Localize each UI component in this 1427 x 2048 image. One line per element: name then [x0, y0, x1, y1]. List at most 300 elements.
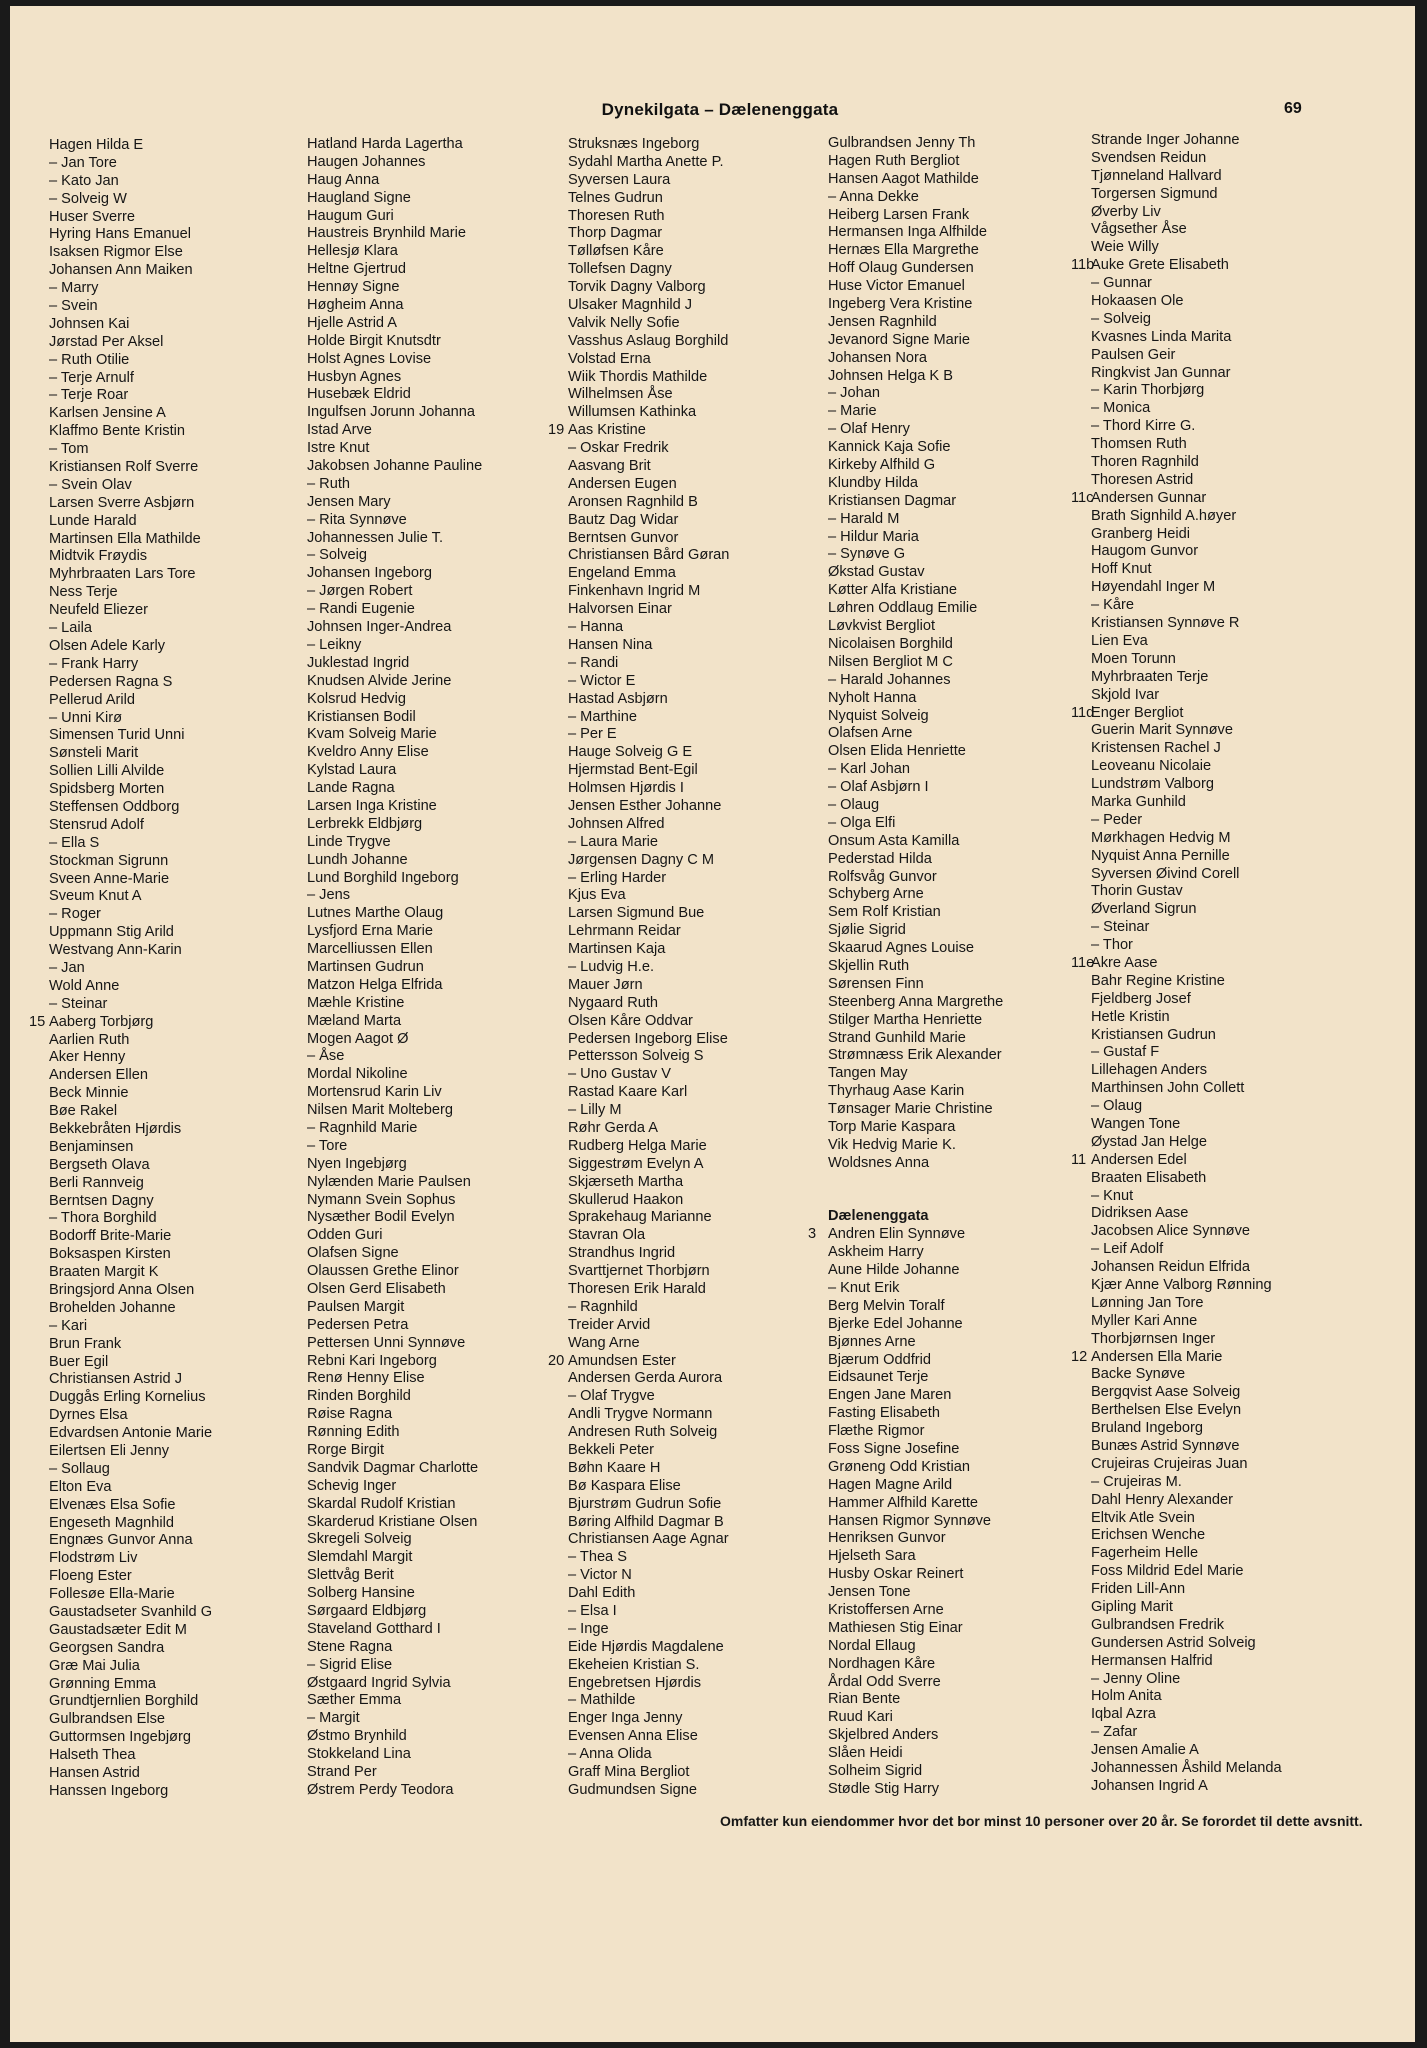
resident-entry [307, 476, 565, 494]
resident-name: Huser Sverre [49, 208, 135, 225]
resident-name: Olsen Adele Karly [49, 637, 166, 654]
resident-name: – Olaf Trygve [568, 1388, 655, 1405]
resident-name: Hanssen Ingeborg [49, 1782, 169, 1799]
resident-entry [1091, 579, 1349, 597]
resident-entry [49, 334, 307, 352]
resident-entry [307, 1031, 565, 1049]
resident-entry [1091, 794, 1349, 812]
resident-name: – Hildur Maria [828, 528, 919, 545]
resident-entry [568, 1227, 826, 1245]
resident-name: Aas Kristine [568, 422, 646, 439]
resident-entry [49, 620, 307, 638]
resident-entry [568, 154, 826, 172]
resident-name: Myhrbraaten Lars Tore [49, 566, 196, 583]
resident-name: Johannessen Julie T. [307, 529, 444, 546]
resident-name: Berntsen Gunvor [568, 529, 679, 546]
resident-name: Holde Birgit Knutsdtr [307, 332, 441, 349]
resident-name: Auke Grete Elisabeth [1091, 257, 1229, 274]
resident-entry [1091, 1599, 1349, 1617]
resident-name: Hetle Kristin [1091, 1008, 1170, 1025]
resident-entry [1091, 901, 1349, 919]
resident-name: Rinden Borghild [307, 1388, 411, 1405]
resident-name: – Oskar Fredrik [568, 440, 669, 457]
resident-entry [49, 1568, 307, 1586]
resident-name: Brohelden Johanne [49, 1299, 176, 1316]
resident-entry [1071, 489, 1349, 508]
resident-name: Eltvik Atle Svein [1091, 1509, 1195, 1526]
resident-entry [1091, 1420, 1349, 1438]
resident-entry [828, 958, 1086, 976]
resident-entry [1091, 1456, 1349, 1474]
resident-entry [828, 1620, 1086, 1638]
resident-entry [568, 637, 826, 655]
resident-name: – Tore [307, 1137, 348, 1154]
resident-entry [307, 172, 565, 190]
resident-name: Fagerheim Helle [1091, 1545, 1199, 1562]
resident-name: Økstad Gustav [828, 564, 925, 581]
resident-name: – Hanna [568, 619, 624, 636]
resident-entry [307, 709, 565, 727]
resident-entry [568, 1424, 826, 1442]
resident-name: Hyring Hans Emanuel [49, 226, 191, 243]
resident-entry [568, 887, 826, 905]
resident-entry [49, 1747, 307, 1765]
resident-name: Benjaminsen [49, 1138, 134, 1155]
resident-entry [1091, 508, 1349, 526]
resident-name: Paulsen Geir [1091, 346, 1176, 363]
resident-name: Nymann Svein Sophus [307, 1191, 456, 1208]
resident-name: Solheim Sigrid [828, 1763, 923, 1780]
resident-entry [1091, 1474, 1349, 1492]
resident-name: Sveen Anne-Marie [49, 870, 170, 887]
resident-entry [307, 1317, 565, 1335]
resident-name: Kristiansen Rolf Sverre [49, 459, 199, 476]
resident-entry [1091, 866, 1349, 884]
resident-entry [49, 674, 307, 692]
resident-entry [1091, 1545, 1349, 1563]
resident-name: Rudberg Helga Marie [568, 1137, 707, 1154]
resident-entry [568, 547, 826, 565]
resident-entry [1091, 1635, 1349, 1653]
resident-name: Elton Eva [49, 1478, 112, 1495]
resident-name: Friden Lill-Ann [1091, 1581, 1186, 1598]
resident-name: Lønning Jan Tore [1091, 1294, 1204, 1311]
resident-entry [307, 995, 565, 1013]
resident-entry [828, 815, 1086, 833]
resident-entry [828, 1513, 1086, 1531]
resident-entry [828, 368, 1086, 386]
resident-name: Christiansen Aage Agnar [568, 1531, 729, 1548]
resident-name: Stockman Sigrunn [49, 852, 169, 869]
resident-entry [568, 1531, 826, 1549]
resident-entry [568, 1120, 826, 1138]
resident-entry [49, 960, 307, 978]
resident-entry [828, 135, 1086, 153]
resident-entry [49, 996, 307, 1014]
resident-entry [568, 1728, 826, 1746]
resident-entry [307, 333, 565, 351]
resident-name: Johnsen Alfred [568, 815, 665, 832]
resident-name: Skjellin Ruth [828, 957, 910, 974]
resident-name: Mæhle Kristine [307, 994, 405, 1011]
resident-name: – Ragnhild Marie [307, 1119, 418, 1136]
resident-name: Lehrmann Reidar [568, 923, 681, 940]
resident-entry [1091, 168, 1349, 186]
resident-name: – Uno Gustav V [568, 1066, 672, 1083]
resident-name: – Kari [49, 1317, 88, 1334]
resident-name: – Marry [49, 280, 99, 297]
resident-name: Engnæs Gunvor Anna [49, 1532, 193, 1549]
resident-entry [1091, 1098, 1349, 1116]
resident-entry [1091, 543, 1349, 561]
resident-entry [1091, 740, 1349, 758]
resident-entry [1091, 1188, 1349, 1206]
resident-entry [307, 1084, 565, 1102]
resident-entry [49, 513, 307, 531]
resident-name: Kjus Eva [568, 887, 626, 904]
resident-entry [828, 1012, 1086, 1030]
street-name: Dælenenggata [828, 1208, 929, 1225]
resident-entry [49, 1121, 307, 1139]
resident-name: – Marie [828, 403, 877, 420]
resident-entry [568, 208, 826, 226]
resident-entry [307, 637, 565, 655]
resident-entry [1091, 221, 1349, 239]
resident-entry [307, 1102, 565, 1120]
resident-entry [49, 1067, 307, 1085]
resident-entry [307, 1460, 565, 1478]
resident-name: Matzon Helga Elfrida [307, 976, 443, 993]
resident-entry [1091, 937, 1349, 955]
resident-name: Olsen Gerd Elisabeth [307, 1281, 446, 1297]
resident-name: Flæthe Rigmor [828, 1423, 925, 1440]
resident-entry [1091, 883, 1349, 901]
resident-name: – Terje Roar [49, 387, 129, 404]
resident-entry [828, 511, 1086, 529]
resident-entry [568, 297, 826, 315]
resident-name: – Svein Olav [49, 476, 132, 493]
resident-name: Hermansen Inga Alfhilde [828, 224, 988, 241]
resident-entry [307, 1424, 565, 1442]
resident-name: Foss Signe Josefine [828, 1441, 960, 1458]
resident-entry [1091, 1510, 1349, 1528]
resident-name: – Marthine [568, 708, 637, 725]
resident-entry [49, 853, 307, 871]
resident-name: Skullerud Haakon [568, 1191, 684, 1208]
resident-entry [828, 1298, 1086, 1316]
resident-name: Jensen Esther Johanne [568, 797, 722, 814]
resident-name: Strand Gunhild Marie [828, 1029, 966, 1046]
resident-entry [1091, 1688, 1349, 1706]
resident-name: Ingulfsen Jorunn Johanna [307, 404, 475, 421]
resident-name: Jacobsen Alice Synnøve [1091, 1223, 1250, 1240]
resident-entry [828, 1083, 1086, 1101]
resident-name: Iqbal Azra [1091, 1706, 1156, 1723]
resident-name: Crujeiras Crujeiras Juan [1091, 1455, 1248, 1472]
resident-name: – Gunnar [1091, 275, 1152, 292]
resident-name: Pettersen Unni Synnøve [307, 1334, 466, 1351]
resident-entry [1091, 1295, 1349, 1313]
resident-name: – Ella S [49, 834, 100, 851]
resident-name: – Leif Adolf [1091, 1241, 1164, 1258]
resident-entry [307, 1388, 565, 1406]
resident-entry [49, 602, 307, 620]
resident-entry [307, 1639, 565, 1657]
resident-name: Strand Per [307, 1764, 377, 1781]
resident-name: Årdal Odd Sverre [828, 1673, 941, 1690]
resident-entry [1091, 1492, 1349, 1510]
resident-entry [828, 153, 1086, 171]
resident-name: Græ Mai Julia [49, 1657, 140, 1674]
resident-entry [307, 1174, 565, 1192]
resident-name: Hatland Harda Lagertha [307, 136, 463, 152]
resident-name: – Gustaf F [1091, 1044, 1160, 1061]
resident-entry [568, 1388, 826, 1406]
resident-name: Bekkebråten Hjørdis [49, 1120, 182, 1137]
resident-entry [1091, 687, 1349, 705]
resident-name: Graff Mina Bergliot [568, 1764, 690, 1781]
resident-name: – Sollaug [49, 1460, 110, 1477]
resident-entry [307, 887, 565, 905]
resident-name: Skjold Ivar [1091, 686, 1160, 703]
resident-entry [828, 1584, 1086, 1602]
resident-name: Thoren Ragnhild [1091, 454, 1199, 471]
resident-name: Larsen Inga Kristine [307, 797, 437, 814]
resident-entry [307, 1353, 565, 1371]
resident-name: Jørstad Per Aksel [49, 333, 164, 350]
resident-entry [49, 1139, 307, 1157]
resident-entry [307, 1603, 565, 1621]
resident-name: – Johan [828, 385, 880, 402]
resident-name: Lunde Harald [49, 512, 137, 529]
resident-name: Johnsen Inger-Andrea [307, 619, 452, 636]
resident-name: – Synøve G [828, 546, 906, 563]
resident-entry [1091, 311, 1349, 329]
resident-name: – Crujeiras M. [1091, 1473, 1182, 1490]
resident-entry [1091, 365, 1349, 383]
resident-entry [1091, 1384, 1349, 1402]
resident-name: Holst Agnes Lovise [307, 350, 432, 367]
resident-entry [307, 458, 565, 476]
resident-entry [1091, 1313, 1349, 1331]
resident-name: Pederstad Hilda [828, 850, 932, 867]
resident-name: Martinsen Ella Mathilde [49, 530, 201, 547]
house-number: 19 [548, 422, 565, 439]
resident-entry [49, 871, 307, 889]
resident-name: Andersen Ella Marie [1091, 1348, 1223, 1365]
resident-entry [49, 692, 307, 710]
resident-entry [1091, 561, 1349, 579]
resident-entry [568, 476, 826, 494]
resident-name: Torgersen Sigmund [1091, 185, 1218, 202]
resident-name: Hjelseth Sara [828, 1548, 916, 1565]
resident-entry [307, 816, 565, 834]
resident-entry [307, 619, 565, 637]
resident-name: Skjelbred Anders [828, 1727, 939, 1744]
resident-entry [49, 656, 307, 674]
resident-name: Heltne Gjertrud [307, 261, 406, 278]
resident-name: Andli Trygve Normann [568, 1406, 713, 1423]
resident-name: – Margit [307, 1710, 360, 1727]
resident-entry [49, 423, 307, 441]
resident-name: Torvik Dagny Valborg [568, 279, 706, 296]
resident-name: – Olaf Asbjørn I [828, 779, 929, 796]
resident-entry [307, 1066, 565, 1084]
resident-name: Sveum Knut A [49, 888, 142, 905]
resident-entry [49, 370, 307, 388]
resident-entry [49, 1765, 307, 1783]
resident-entry [307, 1442, 565, 1460]
resident-entry [1091, 1044, 1349, 1062]
resident-name: Husbyn Agnes [307, 368, 402, 385]
resident-entry [1091, 1706, 1349, 1724]
resident-entry [49, 1532, 307, 1550]
resident-entry [1091, 1438, 1349, 1456]
resident-entry [49, 1318, 307, 1336]
resident-name: Engeland Emma [568, 565, 676, 582]
resident-name: Didriksen Aase [1091, 1205, 1189, 1222]
resident-name: Sprakehaug Marianne [568, 1209, 712, 1226]
resident-name: Haugom Gunvor [1091, 543, 1199, 560]
resident-entry [307, 1227, 565, 1245]
resident-name: Jakobsen Johanne Pauline [307, 458, 483, 475]
resident-entry [828, 1691, 1086, 1709]
resident-name: Hastad Asbjørn [568, 690, 668, 707]
resident-name: Vik Hedvig Marie K. [828, 1136, 956, 1153]
resident-entry [49, 155, 307, 173]
resident-entry [568, 1585, 826, 1603]
resident-name: Treider Arvid [568, 1316, 651, 1333]
resident-name: – Per E [568, 726, 617, 743]
resident-entry [49, 1604, 307, 1622]
resident-name: Steenberg Anna Margrethe [828, 993, 1004, 1010]
resident-entry [568, 1692, 826, 1710]
resident-entry [1091, 651, 1349, 669]
resident-name: – Terje Arnulf [49, 369, 134, 386]
resident-name: Bjurstrøm Gudrun Sofie [568, 1495, 722, 1512]
resident-entry [1091, 1080, 1349, 1098]
resident-name: Eide Hjørdis Magdalene [568, 1638, 724, 1655]
resident-name: Haugen Johannes [307, 153, 426, 170]
resident-name: Børing Alfhild Dagmar B [568, 1513, 724, 1530]
resident-name: Martinsen Gudrun [307, 958, 424, 975]
resident-entry [49, 387, 307, 405]
resident-name: Enger Inga Jenny [568, 1710, 683, 1727]
resident-name: Henriksen Gunvor [828, 1530, 946, 1547]
resident-entry [49, 298, 307, 316]
resident-name: Dyrnes Elsa [49, 1407, 128, 1424]
resident-name: – Kåre [1091, 597, 1134, 614]
resident-entry [828, 1656, 1086, 1674]
resident-name: Bahr Regine Kristine [1091, 972, 1225, 989]
resident-entry [828, 904, 1086, 922]
resident-entry [828, 207, 1086, 225]
resident-name: Bergqvist Aase Solveig [1091, 1384, 1241, 1401]
resident-name: Steffensen Oddborg [49, 798, 180, 815]
resident-name: Follesøe Ella-Marie [49, 1586, 175, 1603]
resident-name: Grøneng Odd Kristian [828, 1458, 970, 1475]
resident-name: Istre Knut [307, 440, 370, 457]
resident-name: Wiik Thordis Mathilde [568, 368, 708, 385]
resident-name: Schevig Inger [307, 1477, 397, 1494]
resident-entry [307, 1621, 565, 1639]
resident-name: Lillehagen Anders [1091, 1062, 1208, 1079]
resident-entry [568, 726, 826, 744]
resident-name: Kristiansen Gudrun [1091, 1026, 1216, 1043]
resident-name: Guttormsen Ingebjørg [49, 1729, 191, 1746]
resident-name: – Ragnhild [568, 1298, 638, 1315]
resident-name: – Svein [49, 298, 98, 315]
resident-entry [49, 1586, 307, 1604]
resident-entry [49, 1157, 307, 1175]
resident-name: Gulbrandsen Fredrik [1091, 1616, 1225, 1633]
resident-name: – Thea S [568, 1549, 627, 1566]
resident-name: Berntsen Dagny [49, 1192, 154, 1209]
resident-entry [568, 279, 826, 297]
resident-entry [1071, 1151, 1349, 1170]
resident-entry [828, 1047, 1086, 1065]
resident-name: – Lilly M [568, 1102, 622, 1119]
resident-name: Øverby Liv [1091, 203, 1161, 220]
resident-name: Flodstrøm Liv [49, 1550, 138, 1567]
resident-name: Mørkhagen Hedvig M [1091, 829, 1231, 846]
resident-name: Erichsen Wenche [1091, 1527, 1206, 1544]
resident-entry [568, 172, 826, 190]
resident-name: Lande Ragna [307, 780, 395, 797]
resident-name: Dahl Henry Alexander [1091, 1491, 1233, 1508]
resident-name: Østmo Brynhild [307, 1728, 407, 1745]
directory-column-3 [548, 136, 826, 1800]
resident-name: Gulbrandsen Else [49, 1711, 166, 1728]
resident-entry [828, 690, 1086, 708]
resident-name: Andren Elin Synnøve [828, 1226, 966, 1243]
resident-entry [828, 1495, 1086, 1513]
resident-entry [49, 1282, 307, 1300]
resident-entry [307, 959, 565, 977]
resident-name: Pedersen Petra [307, 1316, 409, 1333]
resident-entry [307, 404, 565, 422]
resident-entry [568, 1263, 826, 1281]
resident-entry [568, 1138, 826, 1156]
resident-name: Mortensrud Karin Liv [307, 1084, 442, 1101]
resident-name: Guerin Marit Synnøve [1091, 722, 1233, 739]
resident-name: Jensen Ragnhild [828, 313, 937, 330]
resident-entry [1091, 1277, 1349, 1295]
resident-entry [828, 725, 1086, 743]
resident-entry [568, 530, 826, 548]
resident-name: – Anna Olida [568, 1746, 652, 1763]
resident-entry [49, 495, 307, 513]
resident-entry [49, 566, 307, 584]
house-number: 12 [1071, 1348, 1088, 1365]
resident-name: – Wictor E [568, 672, 636, 689]
resident-name: Myller Kari Anne [1091, 1312, 1198, 1329]
directory-column-5 [1071, 132, 1349, 1796]
resident-name: Slåen Heidi [828, 1745, 903, 1762]
resident-entry [307, 225, 565, 243]
resident-name: – Jørgen Robert [307, 583, 413, 600]
resident-name: Mathiesen Stig Einar [828, 1619, 963, 1636]
resident-entry [828, 1316, 1086, 1334]
resident-entry [568, 959, 826, 977]
resident-name: Lutnes Marthe Olaug [307, 905, 444, 922]
resident-entry [49, 1032, 307, 1050]
resident-entry [1091, 1724, 1349, 1742]
resident-entry [1091, 1527, 1349, 1545]
resident-entry [307, 1478, 565, 1496]
resident-entry [49, 924, 307, 942]
resident-entry [307, 923, 565, 941]
